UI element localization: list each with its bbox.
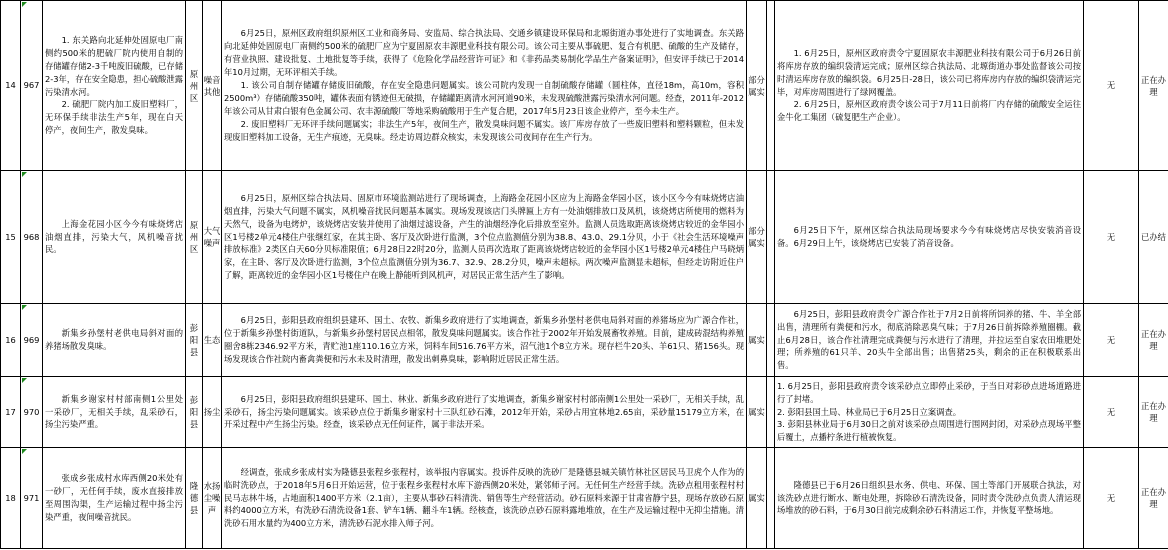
handling-content xyxy=(775,304,1084,377)
paragraph: 张成乡张成村水库西侧20米处有一砂厂，无任何手续，废水直接排放至周围沟渠，生产运输过程中扬尘污染严重，夜间噪音扰民。 xyxy=(45,473,183,522)
status: 已办结 xyxy=(1139,171,1168,304)
paragraph: 2. 彭阳县国土局、林业局已于6月25日立案调查。 xyxy=(777,406,962,417)
table-row xyxy=(1,1,1168,171)
complaint-content xyxy=(43,1,186,171)
accountability: 无 xyxy=(1084,1,1139,171)
paragraph: 6月25日下午，原州区综合执法局现场要求今今有味烧烤店尽快安装消音设备。6月29日上午，该烧烤店已安装了消音设备。 xyxy=(777,225,1081,248)
paragraph: 6月25日，原州区综合执法局、固原市环境监测站进行了现场调查，上海路金花园小区应为上海路金华园小区，该小区今今有味烧烤店油烟直排，污染大气问题不属实，风机噪音扰民问题基本属实。现场发现该店门头牌匾上方有一处油烟排放口及风机，该烧烤店所使用的燃料为天然气，设备为电烤炉，该烧烤店安装并使用了油烟过滤设备，产生的油烟经净化后排放至室外。监测人员选取距离该烧烤店较近的金华园小区1号楼2单元4楼住户张继红家，在其主卧、客厅及次卧进行监测，3个位点监测值分别为38.8、43.0、29.1分贝，小于《社会生活环境噪声排放标准》2类区白天60分贝标准限值；6月28日22时20分，监测人员再次选取了距离该烧烤店较近的金华园小区1号楼2单元4楼住户马晓炳家，在主卧、客厅及次卧进行监测，3个位点监测值分别为36.7、32.9、28.2分贝，噪声未超标。两次噪声监测显未超标，但经走访附近住户了解，距离较近的金华园小区1号楼住户在晚上静能听到风机声，对居民正常生活产生了影响。 xyxy=(224,192,744,281)
row-case-number: 969 xyxy=(21,304,43,377)
handling-content xyxy=(775,448,1084,549)
paragraph: 新集乡谢家村村部南侧1公里处一采砂厂，无相关手续，乱采砂石，扬尘污染严重。 xyxy=(45,393,183,430)
status: 正在办理 xyxy=(1139,448,1168,549)
paragraph: 6月25日，彭阳县政府责令广源合作社于7月2日前将所饲养的猪、牛、羊全部出售，清理所有粪便和污水，彻底消除恶臭气味；于7月26日前拆除养殖圈棚。截止6月28日，该合作社清理完成粪便与污水进行了清理，并拉运至自家农田堆肥处理；所养殖的61只羊、20头牛全部出售；出售猪25头，剩余的正在积极联系出售。 xyxy=(777,308,1081,371)
pollution-type: 大气噪声 xyxy=(203,171,222,304)
table-row xyxy=(1,377,1168,448)
pollution-type: 扬尘 xyxy=(203,377,222,448)
complaint-content xyxy=(43,377,186,448)
accountability: 无 xyxy=(1084,377,1139,448)
paragraph: 1. 6月25日，彭阳县政府责令该采砂点立即停止采砂，于当日对彩砂点进场道路进行了封堵。 xyxy=(777,380,1081,404)
row-seq: 14 xyxy=(1,1,21,171)
paragraph: 3. 彭阳县林业局于6月30日之前对该采砂点周围进行围网封闭，对采砂点现场平整后覆土，点播柠条进行植被恢复。 xyxy=(777,419,1081,443)
paragraph: 6月25日，彭阳县政府组织县建环、国土、林业、新集乡政府进行了实地调查，新集乡谢家村村部南侧1公里处一采砂厂，无相关手续，乱采砂石，扬尘污染问题属实。该采砂点位于新集乡谢家村十三队红砂石滩，2012年开始，采砂占用宜林地2.65亩，采砂量15179立方米，在开采过程中产生扬尘污染。经查，该采砂点无任何证件，属于非法开采。 xyxy=(224,393,744,430)
row-seq: 18 xyxy=(1,448,21,549)
row-case-number: 970 xyxy=(21,377,43,448)
verification-result: 属实 xyxy=(747,448,767,549)
accountability: 无 xyxy=(1084,304,1139,377)
verification-result: 部分属实 xyxy=(747,171,767,304)
pollution-type: 水扬尘噪声 xyxy=(203,448,222,549)
paragraph: 1. 6月25日，原州区政府责令宁夏固原农丰源肥业科技有限公司于6月26日前将库房存放的编织袋清运完成；原州区综合执法局、北塬街道办事处监督该公司按时清运库房存放的编织袋。6月25日-28日，该公司已将库房内存放的编织袋清运完毕，对库房周围进行了绿网覆盖。 xyxy=(777,47,1081,97)
row-case-number: 968 xyxy=(21,171,43,304)
paragraph: 上海金花园小区今今有味烧烤店油烟直排，污染大气，风机噪音扰民。 xyxy=(45,218,183,255)
row-case-number: 971 xyxy=(21,448,43,549)
investigation-content xyxy=(222,448,747,549)
complaint-content xyxy=(43,304,186,377)
investigation-content xyxy=(222,1,747,171)
paragraph: 2. 6月25日，原州区政府责令该公司于7月11日前将厂内存储的硫酸安全运往金牛化工集团（硫复肥生产企业）。 xyxy=(777,99,1081,123)
spacer-cell xyxy=(767,304,775,377)
table-row xyxy=(1,448,1168,549)
accountability: 无 xyxy=(1084,448,1139,549)
row-seq: 16 xyxy=(1,304,21,377)
verification-result: 部分属实 xyxy=(747,1,767,171)
complaint-content xyxy=(43,448,186,549)
row-seq: 17 xyxy=(1,377,21,448)
status: 正在办理 xyxy=(1139,304,1168,377)
pollution-type: 噪音其他 xyxy=(203,1,222,171)
district: 彭阳县 xyxy=(186,377,203,448)
paragraph: 经调查，张成乡张成村实为隆德县张程乡张程村，该举报内容属实。投诉件反映的洗砂厂是隆德县城关镇竹林社区居民马卫虎个人作为的临时洗砂点，于2018年5月6日开始运营，位于张程乡张程村水库下游西侧20米处，紧邻师子河。无任何生产经营手续。洗砂点租用张程村村民马志林牛场，占地面积1400平方米（2.1亩），主要从事砂石料清洗、销售等生产经营活动。砂石原料来源于甘肃省静宁县，现场存放砂石原料约4000立方米，有洗砂石清洗设备1套、铲车1辆、翻斗车1辆。经核查，该洗砂点砂石原料露地堆放，在生产及运输过程中无抑尘措施。清洗砂石用水量约为400立方米，清洗砂石泥水排入师子河。 xyxy=(224,466,744,529)
verification-result: 属实 xyxy=(747,304,767,377)
investigation-content xyxy=(222,171,747,304)
investigation-content xyxy=(222,377,747,448)
paragraph: 2. 废旧塑料厂无环评手续问题属实；非法生产5年，夜间生产，散发臭味问题不属实。该厂库房存放了一些废旧塑料和塑料颗粒，但未发现废旧塑料加工设备，无生产痕迹，无臭味。经走访周边群众核实，未发现该公司夜间存在生产行为。 xyxy=(224,118,744,142)
paragraph: 6月25日，彭阳县政府组织县建环、国土、农牧、新集乡政府进行了实地调查，新集乡孙堡村老供电局斜对面的养猪场应为广源合作社，位于新集乡孙堡村街道队，与新集乡孙堡村居民点相邻，散发臭味问题属实。该合作社于2002年开始发展畜牧养殖。目前，建成砖混结构养殖圈舍8栋2346.92平方米，青贮池1座110.16立方米，饲料车间516.76平方米，沼气池1个8立方米。现存栏牛20头、羊61只、猪156头。现场发现该合作社院内畜禽粪便和污水未及时清理，散发出刺鼻臭味，影响附近居民正常生活。 xyxy=(224,315,744,364)
row-seq: 15 xyxy=(1,171,21,304)
spacer-cell xyxy=(767,1,775,171)
paragraph: 隆德县已于6月26日组织县水务、供电、环保、国土等部门开展联合执法，对该洗砂点进行断水、断电处理，拆除砂石清洗设备，同时责令洗砂点负责人清运现场堆放的砂石料，于6月30日前完成剩余砂石料清运工作，并恢复平整场地。 xyxy=(777,479,1081,516)
complaint-content xyxy=(43,171,186,304)
accountability: 无 xyxy=(1084,171,1139,304)
spacer-cell xyxy=(767,377,775,448)
spacer-cell xyxy=(767,448,775,549)
status: 正在办理 xyxy=(1139,1,1168,171)
verification-result: 属实 xyxy=(747,377,767,448)
handling-content xyxy=(775,171,1084,304)
paragraph: 1. 该公司自制存储罐存储废旧硫酸，存在安全隐患问题属实。该公司院内发现一自制硫酸存储罐（圆柱体，直径18m，高10m，容积2500m³）存储硫酸350吨，罐体表面有锈迹但无破损，存储罐距离清水河河道90米，未发现硫酸泄露污染清水河问题。经查，2011年-2012年该公司从甘肃白银有色金属公司、农丰源硫酸厂等地采购硫酸用于生产复合肥，2017年5月23日该企业停产，至今未生产。 xyxy=(224,80,744,116)
paragraph: 2. 硫肥厂院内加工废旧塑料厂，无环保手续非法生产5年，现在白天停产，夜间生产，散发臭味。 xyxy=(45,99,183,136)
row-case-number: 967 xyxy=(21,1,43,171)
district: 原州区 xyxy=(186,171,203,304)
handling-content xyxy=(775,377,1084,448)
paragraph: 新集乡孙堡村老供电局斜对面的养猪场散发臭味。 xyxy=(45,328,183,351)
handling-content xyxy=(775,1,1084,171)
paragraph: 1. 东关路向北延伸处固原电厂南侧约500米的肥硫厂院内使用自制的存储罐存储2-3千吨废旧硫酸，已存储2-3年，存在安全隐患，担心硫酸泄露污染清水河。 xyxy=(45,34,184,97)
table-row xyxy=(1,304,1168,377)
investigation-content xyxy=(222,304,747,377)
status: 正在办理 xyxy=(1139,377,1168,448)
district: 彭阳县 xyxy=(186,304,203,377)
district: 原州区 xyxy=(186,1,203,171)
district: 隆德县 xyxy=(186,448,203,549)
pollution-type: 生态 xyxy=(203,304,222,377)
table-row xyxy=(1,171,1168,304)
spacer-cell xyxy=(767,171,775,304)
paragraph: 6月25日，原州区政府组织原州区工业和商务局、安监局、综合执法局、交通乡镇建设环保局和北塬街道办事处进行了实地调查。东关路向北延伸处固原电厂南侧约500米的硫肥厂应为宁夏固原农丰源肥业科技有限公司。该公司主要从事硫肥、复合有机肥、硫酸的生产及储存，有营业执照、建设批复、土地批复等手续，获得了《危险化学品经营许可证》和《非药品类易制化学品生产备案证明》，但安评手续已于2014年10月过期，无环评相关手续。 xyxy=(224,28,744,78)
